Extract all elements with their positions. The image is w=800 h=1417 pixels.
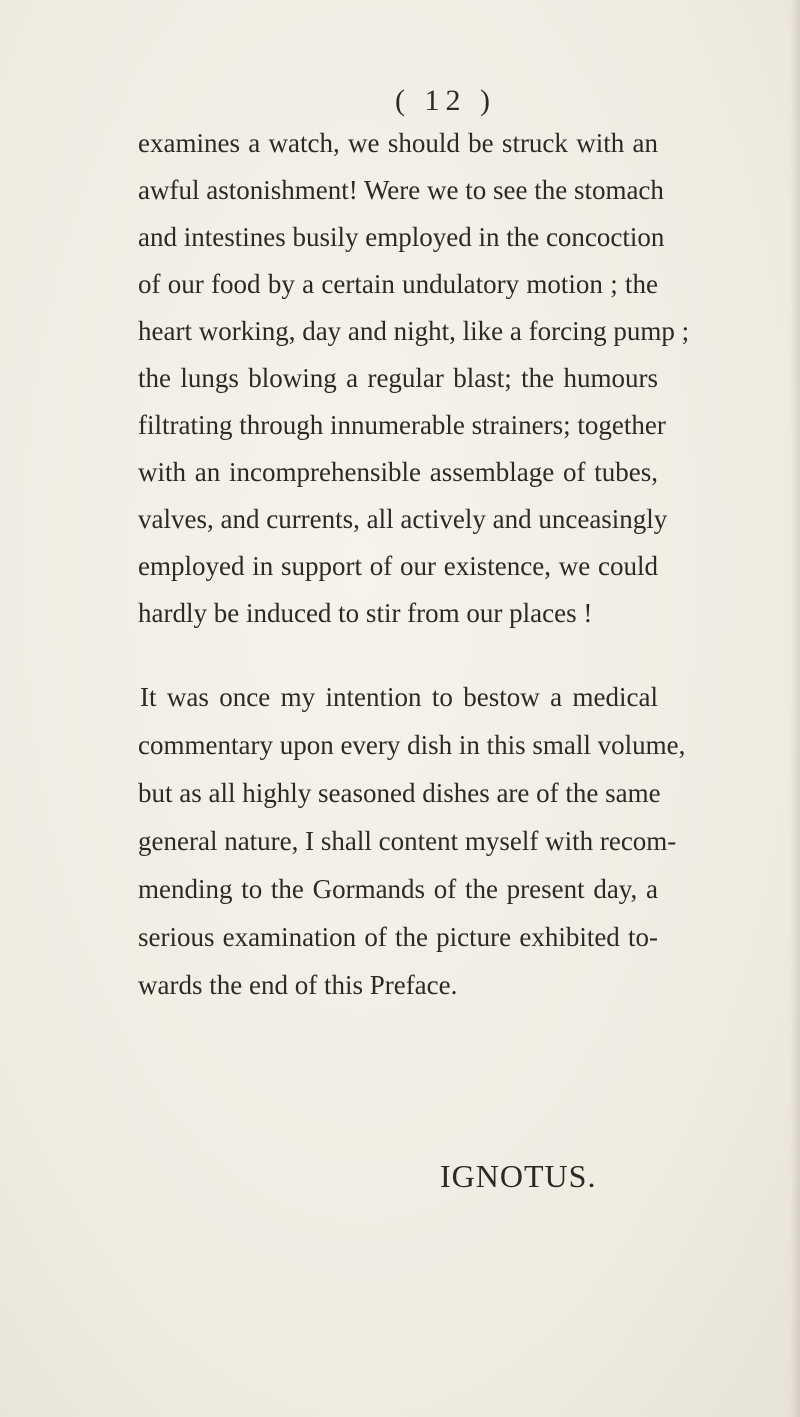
text-line: employed in support of our existence, we could [138,551,658,581]
text-line: hardly be induced to stir from our places ! [138,598,593,628]
text-line: mending to the Gormands of the present day, a [138,874,658,904]
text-line: filtrating through innumerable strainers; together [138,410,666,440]
page-edge-shadow [790,0,800,1417]
text-line: wards the end of this Preface. [138,970,458,1000]
text-line: heart working, day and night, like a forcing pump ; [138,316,690,346]
text-line: valves, and currents, all actively and unceasingly [138,504,668,534]
text-line: but as all highly seasoned dishes are of the same [138,778,661,808]
text-line: commentary upon every dish in this small volume, [138,730,686,760]
text-line: with an incomprehensible assemblage of tubes, [138,457,658,487]
text-line: serious examination of the picture exhibited to- [138,922,658,952]
text-line: awful astonishment! Were we to see the stomach [138,175,664,205]
text-line: of our food by a certain undulatory motion ; the [138,269,658,299]
text-line: examines a watch, we should be struck with an [138,128,658,158]
page-number: ( 12 ) [395,84,496,117]
text-line: general nature, I shall content myself with recom- [138,826,677,856]
text-line: and intestines busily employed in the concoction [138,222,665,252]
text-line: It was once my intention to bestow a medical [140,682,658,712]
text-line: the lungs blowing a regular blast; the humours [138,363,658,393]
signature: IGNOTUS. [440,1158,597,1194]
